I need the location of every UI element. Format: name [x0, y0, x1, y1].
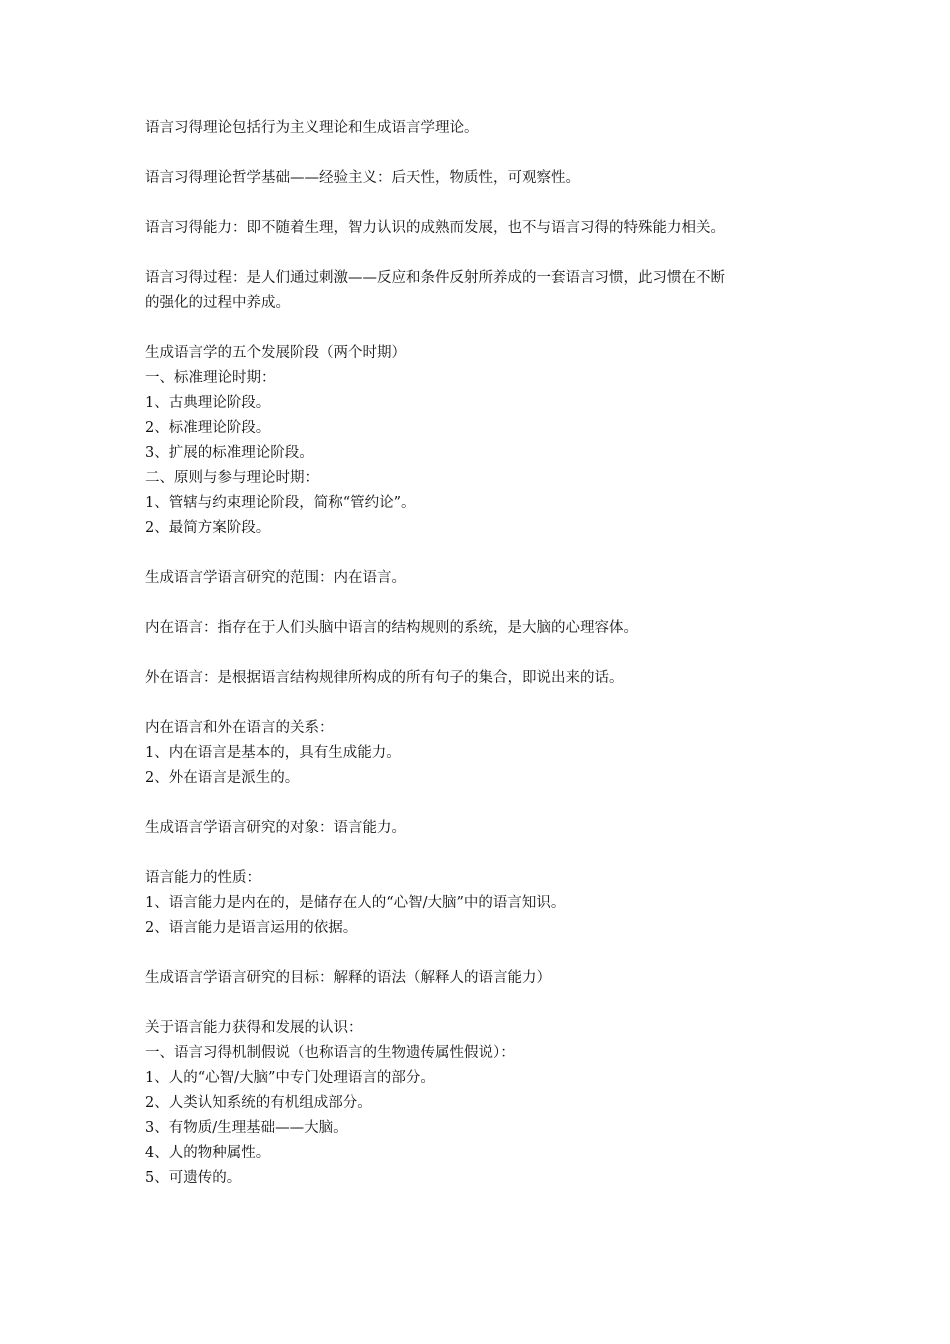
blank-line [145, 316, 815, 341]
text-line: 的强化的过程中养成。 [145, 295, 290, 311]
list-item: 2、人类认知系统的有机组成部分。 [145, 1095, 372, 1111]
list-item: 3、有物质/生理基础——大脑。 [145, 1120, 348, 1136]
blank-line [145, 191, 815, 216]
text-line: 语言习得过程：是人们通过刺激——反应和条件反射所养成的一套语言习惯，此习惯在不断 [145, 270, 725, 286]
list-item: 4、人的物种属性。 [145, 1145, 271, 1161]
section-heading: 内在语言和外在语言的关系： [145, 720, 334, 736]
blank-line [145, 141, 815, 166]
text-line: 内在语言：指存在于人们头脑中语言的结构规则的系统，是大脑的心理容体。 [145, 620, 638, 636]
blank-line [145, 591, 815, 616]
list-item: 1、古典理论阶段。 [145, 395, 271, 411]
list-item: 1、管辖与约束理论阶段，简称“管约论”。 [145, 495, 416, 511]
text-line: 二、原则与参与理论时期： [145, 470, 319, 486]
blank-line [145, 641, 815, 666]
list-item: 5、可遗传的。 [145, 1170, 242, 1186]
text-line: 语言习得理论包括行为主义理论和生成语言学理论。 [145, 120, 479, 136]
list-item: 1、内在语言是基本的，具有生成能力。 [145, 745, 401, 761]
blank-line [145, 541, 815, 566]
text-line: 外在语言：是根据语言结构规律所构成的所有句子的集合，即说出来的话。 [145, 670, 624, 686]
list-item: 2、标准理论阶段。 [145, 420, 271, 436]
text-line: 语言习得能力：即不随着生理，智力认识的成熟而发展，也不与语言习得的特殊能力相关。 [145, 220, 725, 236]
text-line: 一、标准理论时期： [145, 370, 276, 386]
section-heading: 语言能力的性质： [145, 870, 261, 886]
text-line: 生成语言学语言研究的目标：解释的语法（解释人的语言能力） [145, 970, 551, 986]
blank-line [145, 241, 815, 266]
blank-line [145, 691, 815, 716]
text-line: 语言习得理论哲学基础——经验主义：后天性，物质性，可观察性。 [145, 170, 580, 186]
section-heading: 关于语言能力获得和发展的认识： [145, 1020, 363, 1036]
section-heading: 生成语言学的五个发展阶段（两个时期） [145, 345, 406, 361]
list-item: 2、语言能力是语言运用的依据。 [145, 920, 358, 936]
list-item: 1、语言能力是内在的，是储存在人的“心智/大脑”中的语言知识。 [145, 895, 566, 911]
blank-line [145, 991, 815, 1016]
blank-line [145, 941, 815, 966]
text-line: 生成语言学语言研究的对象：语言能力。 [145, 820, 406, 836]
list-item: 2、外在语言是派生的。 [145, 770, 300, 786]
list-item: 2、最简方案阶段。 [145, 520, 271, 536]
blank-line [145, 791, 815, 816]
document-body [145, 116, 815, 1191]
text-line: 一、语言习得机制假说（也称语言的生物遗传属性假说）： [145, 1045, 515, 1061]
blank-line [145, 841, 815, 866]
list-item: 1、人的“心智/大脑”中专门处理语言的部分。 [145, 1070, 435, 1086]
list-item: 3、扩展的标准理论阶段。 [145, 445, 314, 461]
text-line: 生成语言学语言研究的范围：内在语言。 [145, 570, 406, 586]
